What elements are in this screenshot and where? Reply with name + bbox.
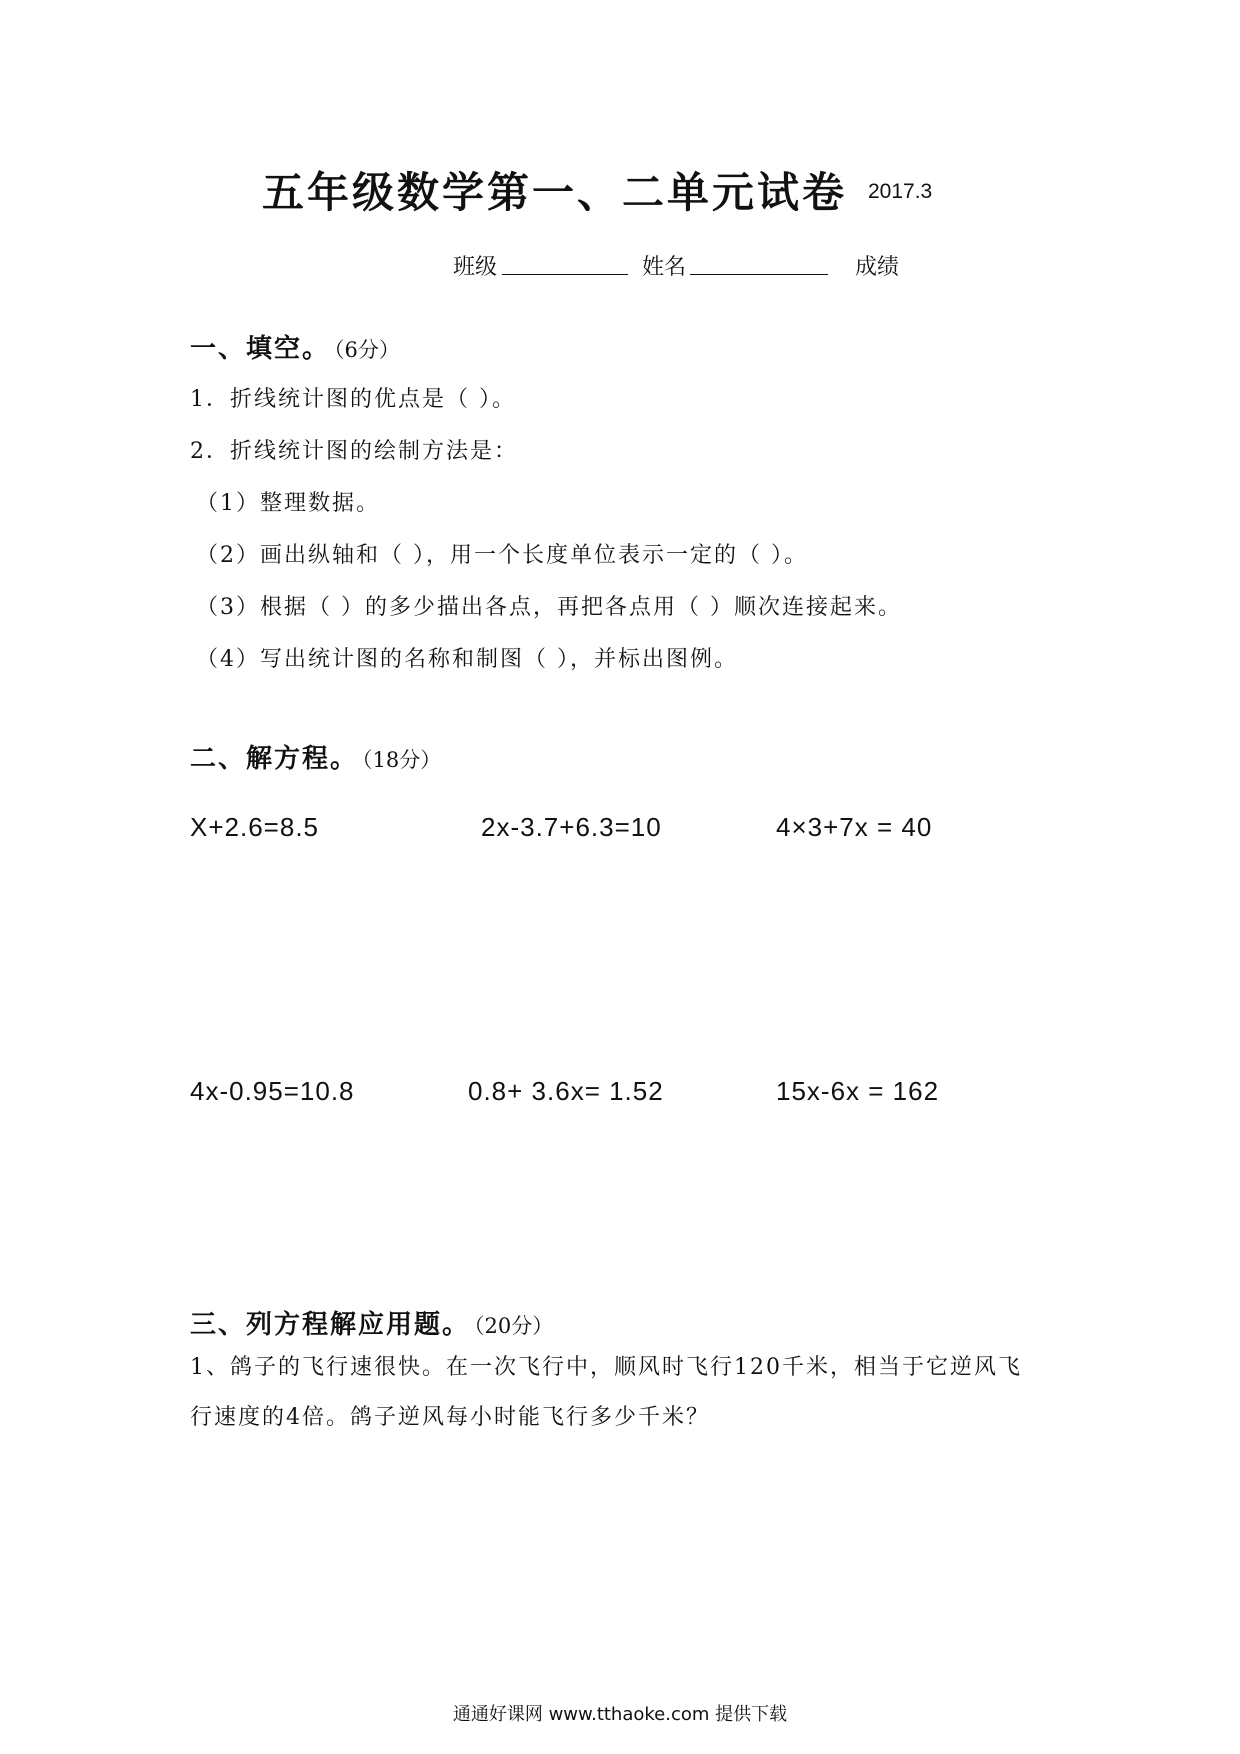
footer-watermark: 通通好课网 www.tthaoke.com 提供下载 <box>452 1704 788 1725</box>
section1-points: （6分） <box>334 338 400 362</box>
section3-question-1-line-2: 行速度的4倍。鸽子逆风每小时能飞行多少千米？ <box>190 1405 710 1430</box>
equation-2: 2x-3.7+6.3=10 <box>481 812 662 842</box>
section2-points: （18分） <box>362 748 442 772</box>
section1-question-1: 1．折线统计图的优点是（ ）。 <box>190 387 516 412</box>
section1-step-3: （3）根据（ ）的多少描出各点，再把各点用（ ）顺次连接起来。 <box>196 595 902 620</box>
section1-step-1: （1）整理数据。 <box>196 491 380 516</box>
section2-heading <box>190 738 441 775</box>
section3-question-1-line-1: 1、鸽子的飞行速很快。在一次飞行中，顺风时飞行120千米，相当于它逆风飞 <box>190 1355 1022 1380</box>
section1-step-4: （4）写出统计图的名称和制图（ ），并标出图例。 <box>196 647 738 672</box>
score-label: 成绩 <box>855 255 900 280</box>
class-label: 班级 <box>453 255 498 280</box>
section1-heading <box>190 328 400 365</box>
section3-points: （20分） <box>474 1314 554 1338</box>
equation-5: 0.8+ 3.6x= 1.52 <box>468 1076 664 1106</box>
section3-title: 三、列方程解应用题。 <box>190 1310 471 1340</box>
title-date: 2017.3 <box>868 180 933 203</box>
section1-question-2: 2．折线统计图的绘制方法是： <box>190 439 518 464</box>
equation-3: 4×3+7x = 40 <box>776 812 933 842</box>
page-title: 五年级数学第一、二单元试卷 <box>262 168 848 217</box>
name-blank <box>690 274 828 275</box>
class-blank <box>502 274 628 275</box>
equation-1: X+2.6=8.5 <box>190 812 319 842</box>
section1-title: 一、填空。 <box>190 334 331 364</box>
equation-4: 4x-0.95=10.8 <box>190 1076 355 1106</box>
equation-6: 15x-6x = 162 <box>776 1076 940 1106</box>
name-label: 姓名 <box>642 255 687 280</box>
section1-step-2: （2）画出纵轴和（ ），用一个长度单位表示一定的（ ）。 <box>196 543 808 568</box>
section2-title: 二、解方程。 <box>190 744 359 774</box>
section3-heading <box>190 1304 553 1341</box>
